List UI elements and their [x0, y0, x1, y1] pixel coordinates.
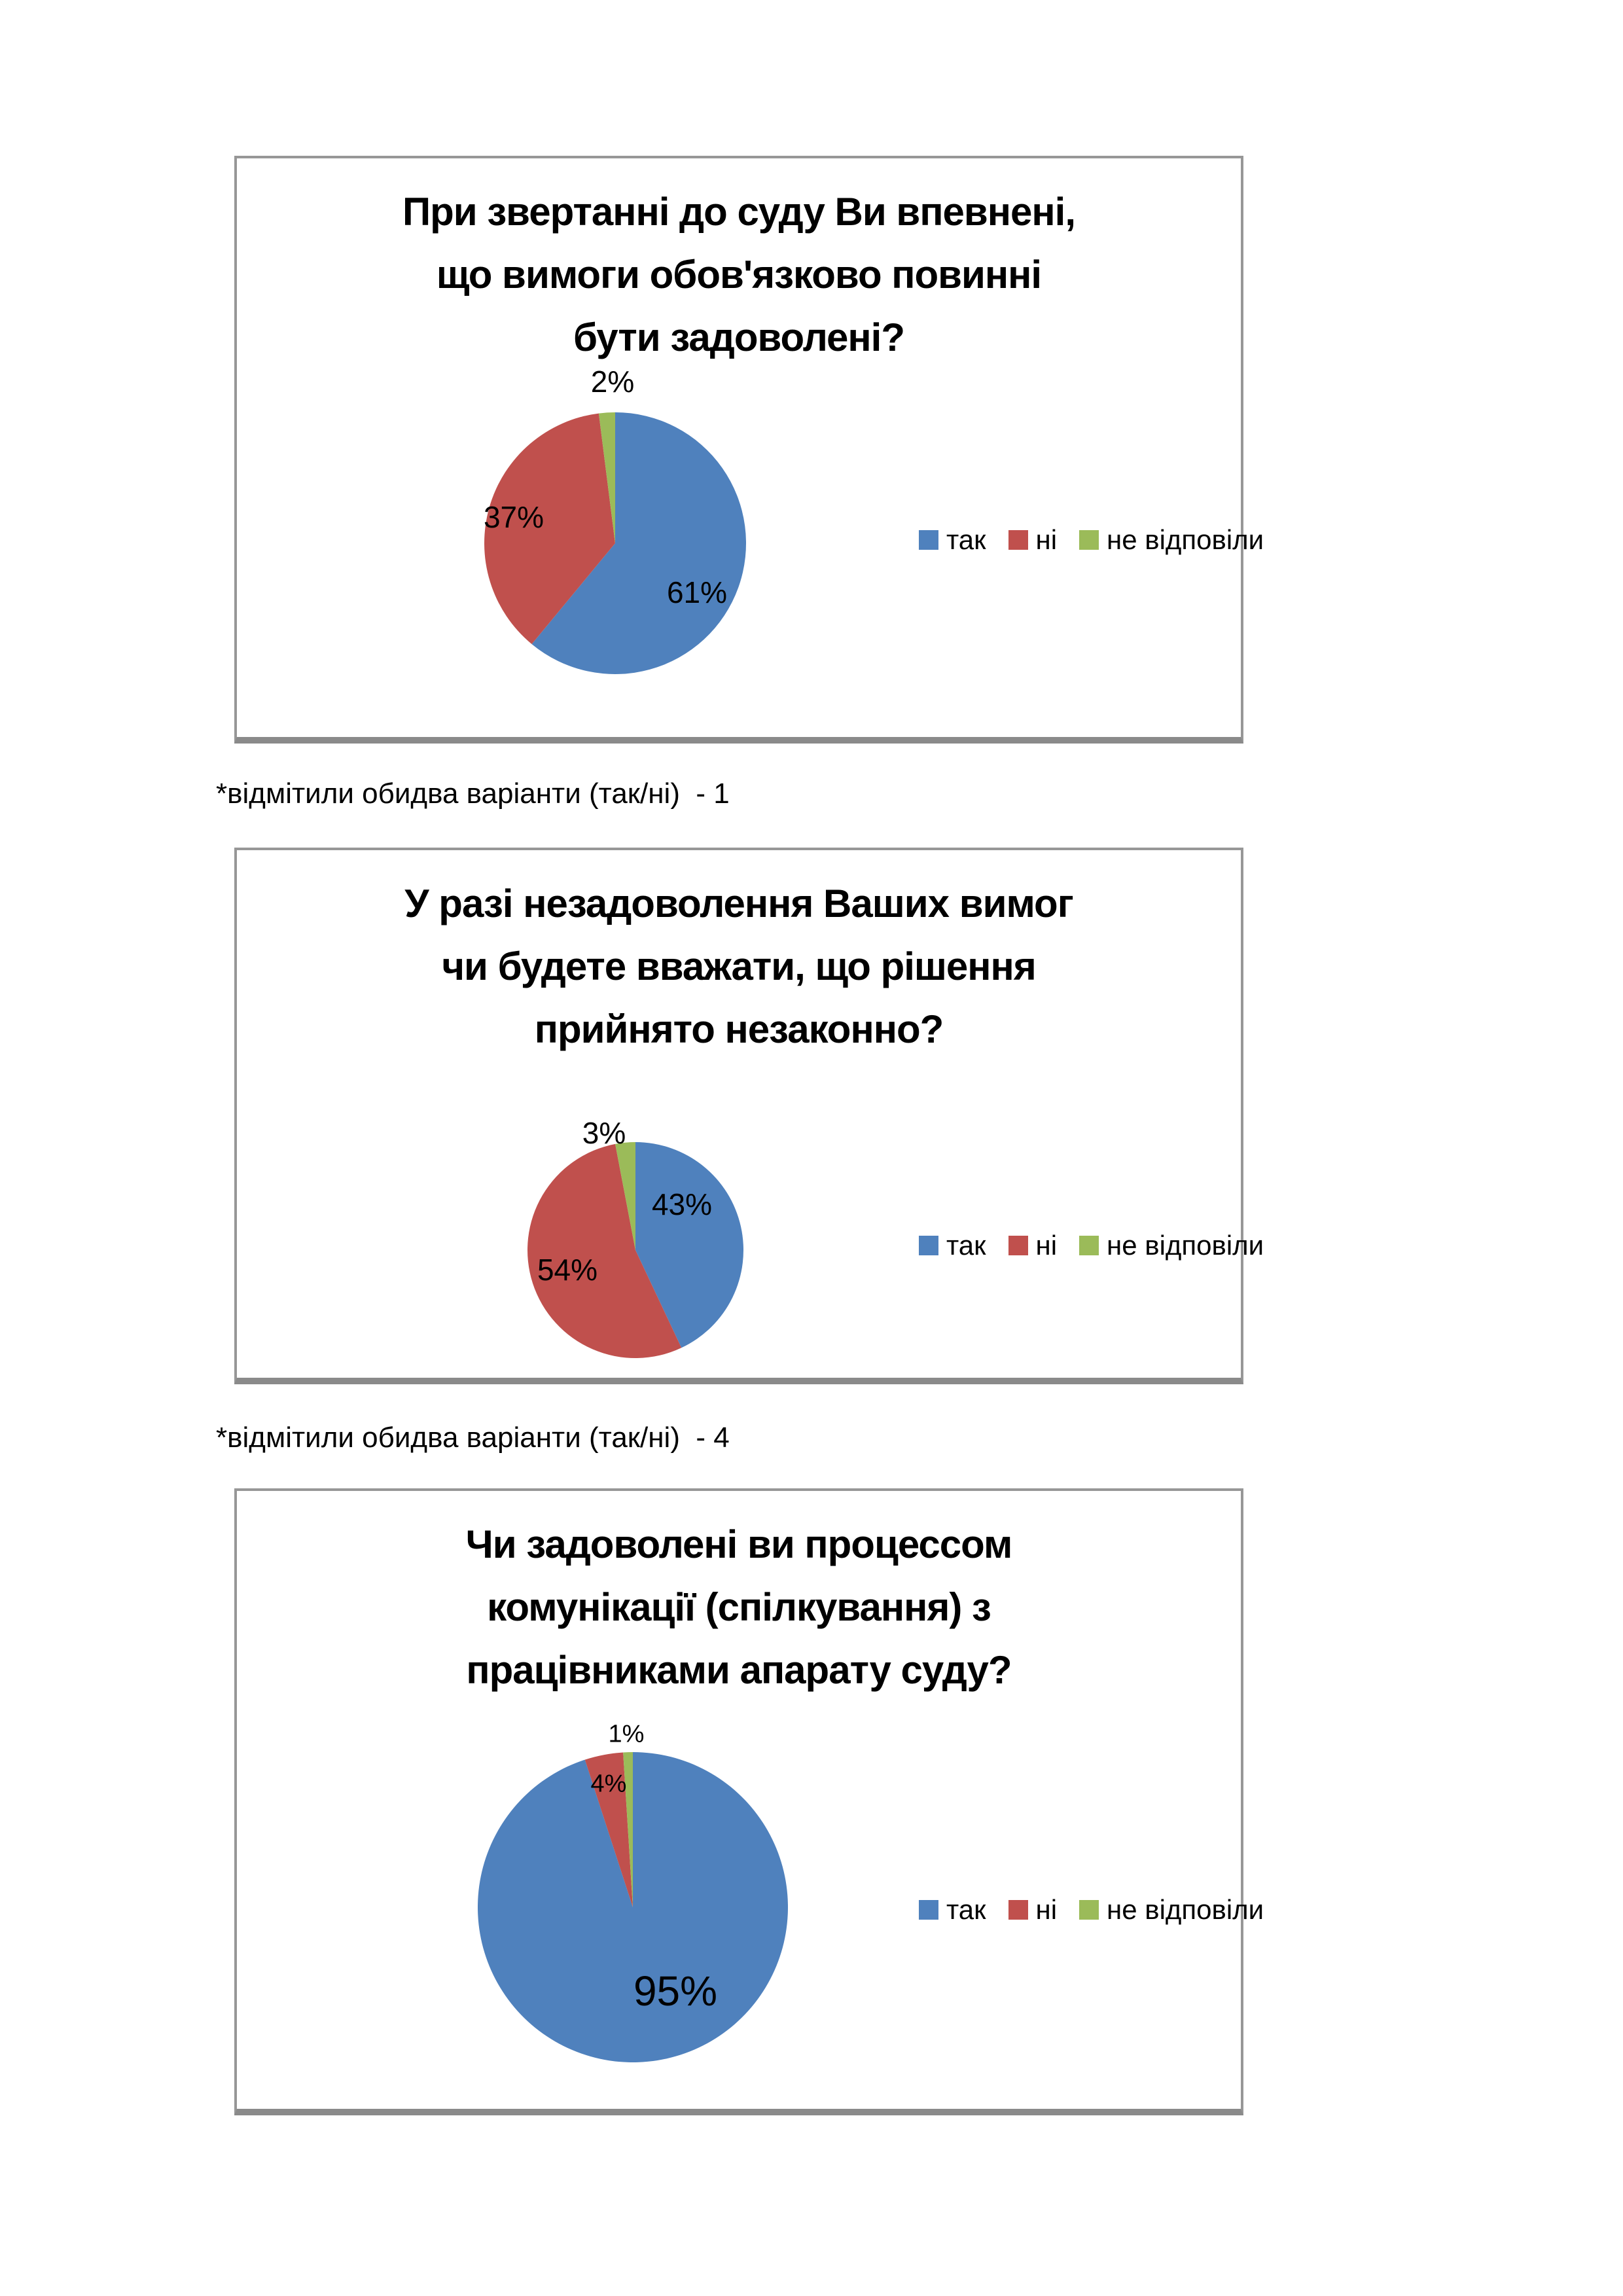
chart-1-value-label-tak: 61%: [666, 575, 728, 609]
legend-label-ne-vidpovily: не відповіли: [1107, 1230, 1264, 1261]
legend-item-ne-vidpovily: [1079, 1894, 1264, 1926]
chart-1-pie: [237, 158, 1241, 737]
legend-label-ni: ні: [1035, 1230, 1058, 1261]
footnote-1: *відмітили обидва варіанти (так/ні) - 1: [216, 778, 730, 810]
legend-item-tak: [919, 1230, 986, 1261]
legend-item-ni: [1008, 1230, 1058, 1261]
chart-2-legend: [919, 1230, 1264, 1261]
chart-3-title-line-2: комунікації (спілкування) з: [487, 1585, 991, 1629]
legend-swatch-ni: [1008, 1900, 1028, 1920]
legend-swatch-ni: [1008, 1236, 1028, 1255]
chart-2-value-label-ni: 54%: [537, 1253, 598, 1287]
legend-item-ni: [1008, 524, 1058, 556]
chart-3-value-label-tak: 95%: [633, 1967, 718, 2015]
legend-item-ne-vidpovily: [1079, 1230, 1264, 1261]
legend-item-tak: [919, 1894, 986, 1926]
chart-3-plot-area: [237, 1491, 1264, 2109]
chart-box-1: [234, 156, 1264, 744]
legend-item-ni: [1008, 1894, 1058, 1926]
legend-label-tak: так: [946, 524, 986, 555]
chart-1-title-line-3: бути задоволені?: [573, 315, 904, 359]
chart-2-title-line-2: чи будете вважати, що рішення: [442, 944, 1036, 988]
legend-swatch-tak: [919, 1236, 938, 1255]
chart-2-pie: [237, 850, 1241, 1378]
chart-1-title-line-2: що вимоги обов'язково повинні: [436, 253, 1042, 296]
chart-3-pie: [237, 1491, 1241, 2109]
legend-swatch-ne-vidpovily: [1079, 1236, 1099, 1255]
legend-label-ne-vidpovily: не відповіли: [1107, 524, 1264, 555]
legend-label-tak: так: [946, 1230, 986, 1261]
chart-1-plot-area: [237, 158, 1264, 737]
legend-item-ne-vidpovily: [1079, 524, 1264, 556]
chart-1-value-label-ne-vidpovily: 2%: [590, 365, 635, 399]
chart-2-title-line-3: прийнято незаконно?: [534, 1007, 944, 1051]
legend-item-tak: [919, 524, 986, 556]
chart-1-legend: [919, 524, 1264, 556]
chart-3-title-line-3: працівниками апарату суду?: [466, 1648, 1012, 1692]
chart-3-value-label-ne-vidpovily: 1%: [608, 1720, 645, 1748]
legend-swatch-ni: [1008, 530, 1028, 550]
chart-3-value-label-ni: 4%: [590, 1770, 627, 1798]
chart-2-title-line-1: У разі незадоволення Ваших вимог: [404, 882, 1073, 925]
legend-label-ne-vidpovily: не відповіли: [1107, 1894, 1264, 1925]
chart-1-value-label-ni: 37%: [483, 500, 544, 534]
chart-2-plot-area: [237, 850, 1264, 1378]
legend-label-tak: так: [946, 1894, 986, 1925]
chart-2-value-label-ne-vidpovily: 3%: [582, 1116, 626, 1150]
chart-box-3: [234, 1488, 1264, 2115]
legend-swatch-ne-vidpovily: [1079, 530, 1099, 550]
legend-swatch-tak: [919, 530, 938, 550]
footnote-2: *відмітили обидва варіанти (так/ні) - 4: [216, 1422, 730, 1454]
legend-swatch-ne-vidpovily: [1079, 1900, 1099, 1920]
legend-swatch-tak: [919, 1900, 938, 1920]
legend-label-ni: ні: [1035, 524, 1058, 555]
chart-3-title-line-1: Чи задоволені ви процессом: [465, 1522, 1012, 1566]
chart-3-legend: [919, 1894, 1264, 1926]
legend-label-ni: ні: [1035, 1894, 1058, 1925]
chart-1-title-line-1: При звертанні до суду Ви впевнені,: [402, 190, 1075, 234]
chart-2-value-label-tak: 43%: [651, 1187, 713, 1221]
chart-box-2: [234, 848, 1264, 1384]
